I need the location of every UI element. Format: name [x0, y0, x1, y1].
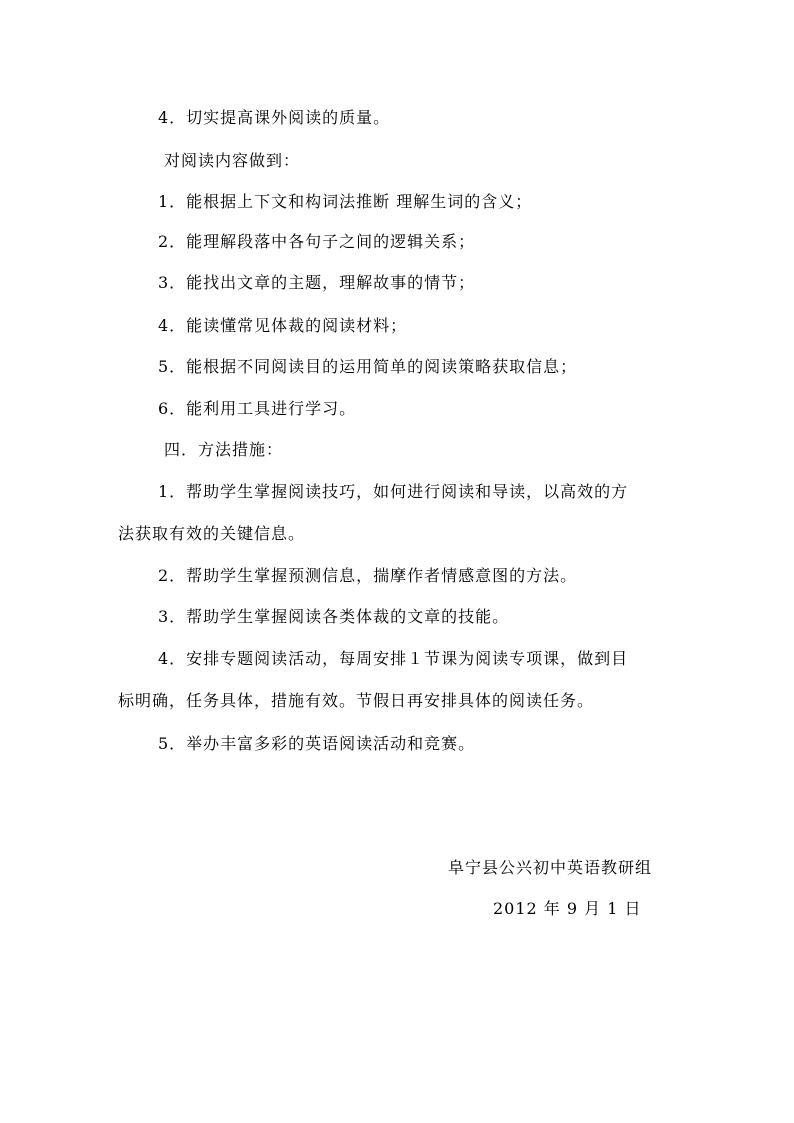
- section-heading: 四．方法措施：: [164, 440, 284, 459]
- list-item: 5．举办丰富多彩的英语阅读活动和竞赛。: [158, 734, 476, 753]
- list-item: 1．帮助学生掌握阅读技巧，如何进行阅读和导读，以高效的方: [158, 482, 629, 501]
- list-item: 4．能读懂常见体裁的阅读材料；: [158, 316, 408, 335]
- list-item: 4．安排专题阅读活动，每周安排１节课为阅读专项课，做到目: [158, 649, 629, 668]
- list-item: 1．能根据上下文和构词法推断 理解生词的含义；: [158, 192, 533, 211]
- signature-organization: 阜宁县公兴初中英语教研组: [448, 858, 653, 877]
- list-item-continuation: 法获取有效的关键信息。: [118, 524, 306, 543]
- list-item: 3．帮助学生掌握阅读各类体裁的文章的技能。: [158, 607, 510, 626]
- list-item: 5．能根据不同阅读目的运用简单的阅读策略获取信息；: [158, 357, 578, 376]
- paragraph-line: 4．切实提高课外阅读的质量。: [158, 108, 391, 127]
- list-item: 2．能理解段落中各句子之间的逻辑关系；: [158, 232, 476, 251]
- list-item: 2．帮助学生掌握预测信息，揣摩作者情感意图的方法。: [158, 566, 578, 585]
- list-item: 6．能利用工具进行学习。: [158, 399, 357, 418]
- list-item: 3．能找出文章的主题，理解故事的情节；: [158, 273, 476, 292]
- signature-date: 2012 年 9 月 1 日: [493, 899, 642, 918]
- list-item-continuation: 标明确，任务具体，措施有效。节假日再安排具体的阅读任务。: [118, 691, 595, 710]
- paragraph-line: 对阅读内容做到：: [164, 151, 301, 170]
